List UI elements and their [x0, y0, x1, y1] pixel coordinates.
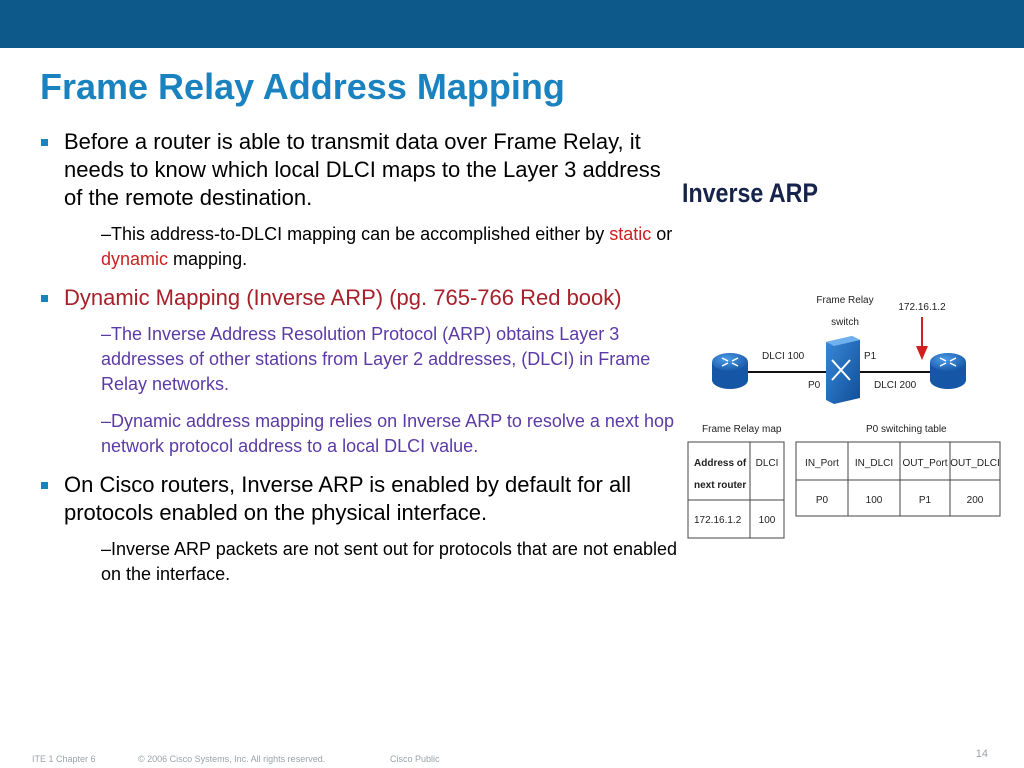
switch-cell-out-port: P1: [918, 495, 932, 506]
ip-label: 172.16.1.2: [898, 302, 946, 313]
bullet-2: [40, 284, 680, 312]
router-left-icon: [712, 353, 748, 389]
dlci-right-label: DLCI 200: [874, 380, 917, 391]
slide-title: Frame Relay Address Mapping: [40, 66, 565, 107]
port-p1-label: P1: [864, 351, 877, 362]
header-bar: [0, 0, 1024, 48]
map-cell-dlci: 100: [758, 515, 776, 526]
port-p0-label: P0: [808, 380, 821, 391]
inverse-arp-figure: [680, 170, 1010, 550]
map-cell-address: 172.16.1.2: [694, 515, 742, 526]
map-header-address-1: Address of: [694, 458, 747, 469]
map-header-dlci: DLCI: [755, 458, 779, 469]
dynamic-keyword: dynamic: [101, 249, 169, 269]
bullet-square-icon: [41, 482, 48, 489]
switch-header-out-port: OUT_Port: [902, 458, 948, 469]
bullet-1-text: Before a router is able to transmit data over Frame Relay, it needs to know which local DLCI maps to the Layer 3 address of the remote destination.: [64, 129, 661, 210]
bullet-square-icon: [41, 139, 48, 146]
switch-header-in-dlci: IN_DLCI: [854, 458, 894, 469]
static-keyword: static: [609, 224, 652, 244]
sub-text-or: or: [651, 224, 673, 244]
network-diagram: [680, 170, 1010, 550]
bullet-3: [40, 471, 680, 527]
footer-copyright: © 2006 Cisco Systems, Inc. All rights reserved.: [138, 754, 326, 764]
bullet-1: [40, 128, 680, 212]
switch-header-out-dlci: OUT_DLCI: [950, 458, 1000, 469]
sub-text-prefix: –This address-to-DLCI mapping can be accomplished either by: [101, 224, 610, 244]
map-title: Frame Relay map: [702, 424, 782, 435]
bullet-square-icon: [41, 295, 48, 302]
switch-label-1: Frame Relay: [816, 295, 874, 306]
slide-content: [40, 128, 680, 599]
switch-cell-in-port: P0: [815, 495, 829, 506]
bullet-2-sub-2: –Dynamic address mapping relies on Inverse ARP to resolve a next hop network protocol address to a local DLCI value.: [101, 411, 674, 456]
dlci-left-label: DLCI 100: [762, 351, 805, 362]
bullet-1-sub: [40, 222, 680, 272]
red-arrow-icon: [916, 317, 928, 360]
switch-label-2: switch: [831, 317, 859, 328]
footer-chapter: ITE 1 Chapter 6: [32, 754, 96, 764]
switch-cell-in-dlci: 100: [865, 495, 883, 506]
footer-classification: Cisco Public: [390, 754, 440, 764]
page-number: 14: [975, 748, 988, 760]
footer: [0, 748, 1024, 768]
router-right-icon: [930, 353, 966, 389]
switch-header-in-port: IN_Port: [805, 458, 839, 469]
bullet-2-text: Dynamic Mapping (Inverse ARP) (pg. 765-766 Red book): [64, 285, 622, 310]
bullet-3-sub: –Inverse ARP packets are not sent out for protocols that are not enabled on the interface.: [101, 539, 678, 584]
switch-cell-out-dlci: 200: [966, 495, 984, 506]
frame-relay-switch-icon: [826, 336, 860, 404]
bullet-2-sub-1: –The Inverse Address Resolution Protocol (ARP) obtains Layer 3 addresses of other stations from Layer 2 addresses, (DLCI) in Frame Relay networks.: [101, 324, 651, 394]
sub-text-suffix: mapping.: [168, 249, 248, 269]
figure-heading: Inverse ARP: [682, 178, 818, 208]
switch-table-title: P0 switching table: [866, 424, 947, 435]
bullet-3-text: On Cisco routers, Inverse ARP is enabled by default for all protocols enabled on the physical interface.: [64, 472, 631, 525]
map-header-address-2: next router: [694, 480, 747, 491]
